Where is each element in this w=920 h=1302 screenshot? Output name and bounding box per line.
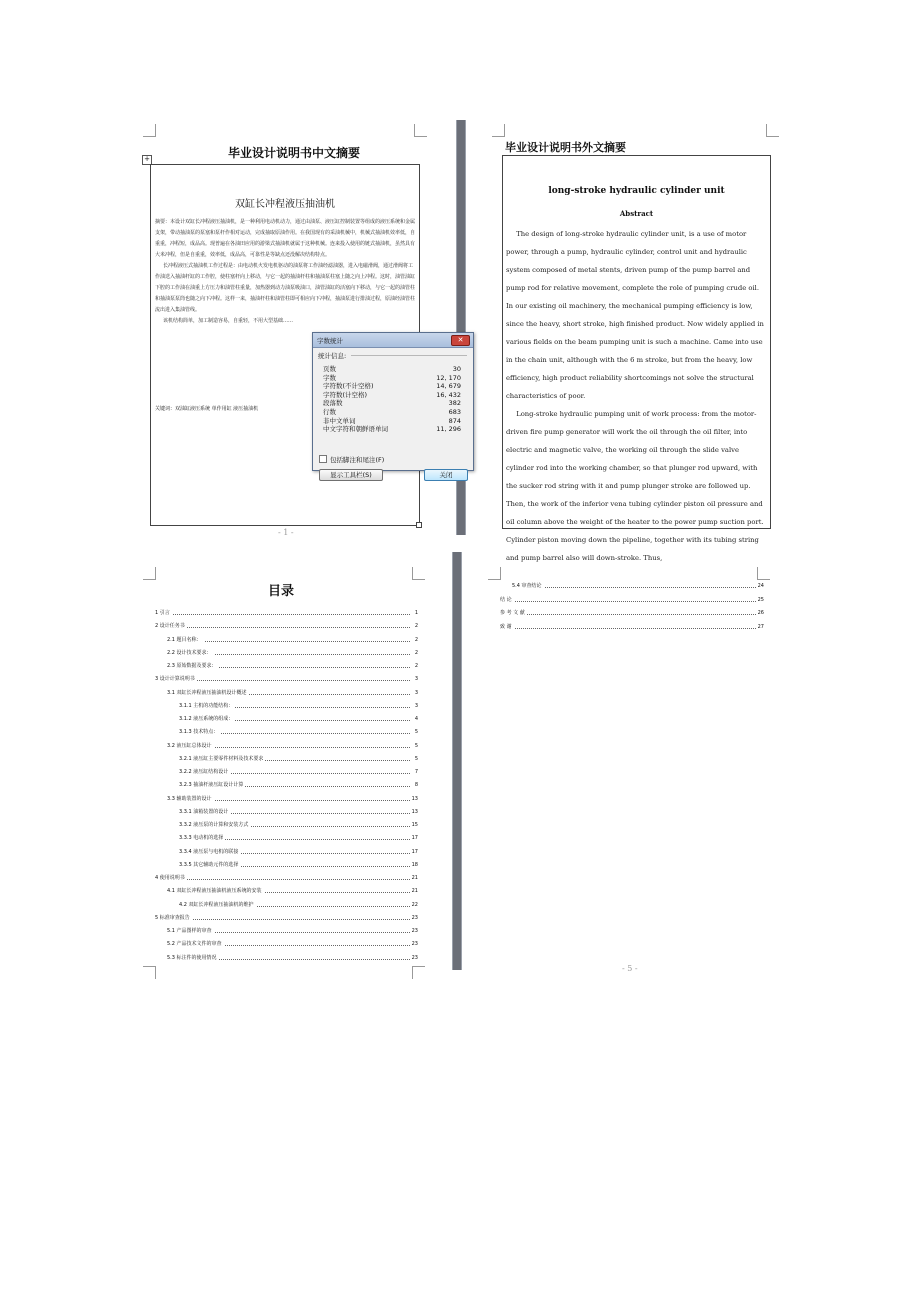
toc-entry-label: 5.4 审查结论 [512,580,544,594]
paragraph: The design of long-stroke hydraulic cylinder unit, is a use of motor power, through a pump, hydraulic cylinder, control unit and hydraulic system composed of metal stents, driven pump of the pump barrel and pump rod for relative movement, complete the role of pumping crude oil. In our existing oil machinery, the mechanical pumping efficiency is low, since the heavy, short stroke, high finished product. Now widely applied in various fields on the beam pumping unit is such a machine. Came into use in the chain unit, although with the 6 m stroke, but from the heavy, low efficiency, high product reliability shortcomings not solve the structural characteristics of poor. [506,230,764,400]
paragraph: 摘要：本设计双缸长冲程液压抽油机，是一种利用电动机动力，通过由油泵、液压缸控制装置等组成的液压系统和金属支架，带动抽油泵的泵塞和泵杆作相对运动，完成抽取原油作用。在我国现有的采油机械中，机械式抽油机效率低，自重重，冲程短，成品高。现普遍在各油田应用的游梁式抽油机就属于这种机械。连来投入使用的链式抽油机，虽然具有大米冲程，但是自重重，效率低，成品高，可靠性是等缺点还没解决结构特点。 [155,219,416,258]
toc-entry-page: 15 [410,819,418,832]
toc-entry[interactable] [155,766,422,779]
dialog-titlebar[interactable] [313,333,473,348]
toc-entry-page: 22 [410,899,418,912]
toc-entry[interactable] [155,713,422,726]
toc-entry-page: 2 [413,660,418,673]
stat-value: 382 [448,399,461,408]
toc-entry-label: 3.2.2 液压缸结构设计 [179,766,230,779]
toc-entry[interactable] [155,925,422,938]
toc-leader-dots [500,601,756,602]
toc-entry-page: 3 [413,700,418,713]
toc-entry[interactable] [155,859,422,872]
toc-entry[interactable] [155,793,422,806]
page-number: - 1 - [278,528,294,537]
show-toolbar-button[interactable]: 显示工具栏(S) [319,469,383,481]
crop-mark [492,124,505,137]
toc-entry-page: 5 [413,726,418,739]
toc-entry[interactable] [155,832,422,845]
toc-entry-label: 3.2 液压缸总体设计 [167,740,214,753]
toc-entry-page: 5 [413,753,418,766]
toc-entry[interactable] [155,952,422,965]
toc-entry-label: 3.3.5 其它辅助元件的选择 [179,859,240,872]
stat-value: 14, 679 [436,382,461,391]
table-move-handle-icon[interactable]: + [142,155,152,165]
toc-entry[interactable] [155,660,422,673]
toc-leader-dots [155,627,410,628]
crop-mark [143,124,156,137]
stat-label: 中文字符和朝鲜语单词 [323,425,388,434]
toc-entry-label: 5 标准审查报告 [155,912,192,925]
close-button[interactable]: 关闭 [424,469,468,481]
toc-entry-page: 25 [756,594,764,608]
toc-entry-page: 23 [410,938,418,951]
toc-leader-dots [155,614,410,615]
toc-heading: 目录 [268,584,295,599]
crop-mark [412,966,425,979]
toc-entry[interactable] [155,673,422,686]
toc-entry[interactable] [500,621,768,635]
toc-entry-label: 4.2 双缸长冲程液压抽油机的维护 [179,899,256,912]
stat-value: 874 [448,416,461,425]
stat-value: 16, 432 [436,390,461,399]
stat-label: 行数 [323,408,336,416]
toc-entry-page: 2 [413,647,418,660]
toc-entry-page: 3 [413,673,418,686]
checkbox-label: 包括脚注和尾注(F) [330,456,385,464]
crop-mark [414,124,427,137]
table-of-contents-continued [500,580,768,634]
toc-entry-label: 3.2.1 液压缸主要零件材料及技术要求 [179,753,265,766]
toc-entry-label: 2.1 题目名称： [167,634,204,647]
toc-entry-page: 17 [410,832,418,845]
toc-entry[interactable] [155,753,422,766]
toc-entry-page: 7 [413,766,418,779]
close-icon[interactable]: ✕ [451,335,470,346]
table-of-contents [155,607,422,965]
toc-entry-page: 27 [756,621,764,635]
toc-entry-page: 23 [410,912,418,925]
crop-mark [757,567,770,580]
page-heading: 毕业设计说明书中文摘要 [228,146,361,160]
toc-entry-label: 致 谢 [500,621,514,635]
toc-entry-label: 3.1.2 液压系统的组成： [179,713,235,726]
toc-entry-page: 13 [410,793,418,806]
toc-entry-page: 21 [410,885,418,898]
toc-leader-dots [500,614,756,615]
paragraph: Long-stroke hydraulic pumping unit of work process: from the motor-driven fire pump generator will work the oil through the oil filter, into electric and magnetic valve, the working oil through the slide valve cylinder rod into the working chamber, so that plunger rod upward, with the sucker rod string with it and pump plunger stroke are followed up. Then, the work of the inferior vena tubing cylinder piston oil pressure and oil column above the weight of the heater to the power pump suction port. Cylinder piston moving down the pipeline, together with its tubing string and pump barrel also will down-stroke. Thus, [506,410,764,562]
toc-entry-page: 23 [410,952,418,965]
toc-entry[interactable] [155,647,422,660]
crop-mark [412,567,425,580]
toc-entry-page: 21 [410,872,418,885]
toc-entry[interactable] [155,819,422,832]
stats-section-label: 统计信息: [318,352,347,360]
toc-leader-dots [155,879,410,880]
toc-entry-label: 2 设计任务书 [155,620,187,633]
toc-leader-dots [512,587,756,588]
toc-entry-label: 2.2 设计技术要求： [167,647,214,660]
stat-value: 30 [452,365,461,373]
toc-entry-label: 1 引言 [155,607,172,620]
word-count-dialog[interactable] [312,332,474,479]
paragraph: 长冲程液压式抽油机工作过程是：由电动机火发电机驱动的油泵将工作油经滤油器，进入电磁滑阀，通过滑阀将工作油送入抽油杆缸的工作腔，使柱塞杆向上移动，与它一起的抽油杆柱和抽油泵柱塞上随之向上冲程。这时，油管油缸下腔的工作油在油重上方压力和油管柱重量，加热器到动力油泵吸油口，油管油缸的活塞向下移动，与它一起的油管柱和抽油泵泵筒也随之向下冲程。这样一来，抽油杆柱和油管柱即可相应向下冲程，抽油泵进行排油过程，原油经油管柱流出进入集油管线。 [155,263,416,313]
toc-entry[interactable] [155,700,422,713]
toc-entry-page: 17 [410,846,418,859]
page-number: - 5 - [622,964,638,973]
toc-entry-label: 3.2.3 抽油杆液压缸设计计算 [179,779,245,792]
toc-entry[interactable] [500,607,768,621]
stat-label: 非中文单词 [323,416,356,425]
toc-entry[interactable] [155,872,422,885]
toc-entry-label: 5.2 产品技术文件的审查 [167,938,224,951]
toc-entry[interactable] [155,938,422,951]
stat-value: 683 [448,408,461,416]
toc-entry-label: 3.1 双缸长冲程液压抽油机设计概述 [167,687,249,700]
toc-entry-page: 24 [756,580,764,594]
stat-row [323,425,461,434]
stat-label: 段落数 [323,399,343,408]
page-gap-divider [452,552,462,970]
checkbox-icon[interactable] [319,455,327,463]
abstract-box-english [502,155,771,562]
stat-label: 字符数(不计空格) [323,382,374,391]
thesis-title: 双缸长冲程液压抽油机 [235,199,335,210]
toc-entry-label: 5.3 标注件的使用情况 [167,952,219,965]
toc-entry[interactable] [155,687,422,700]
toc-entry-label: 结 论 [500,594,514,608]
toc-entry[interactable] [155,726,422,739]
toc-entry-label: 3.1.1 主机的功能结构： [179,700,235,713]
toc-entry[interactable] [500,594,768,608]
toc-entry-page: 5 [413,740,418,753]
stat-value: 11, 296 [436,425,461,434]
stat-value: 12, 170 [436,373,461,382]
toc-entry-page: 3 [413,687,418,700]
toc-entry-page: 23 [410,925,418,938]
toc-entry-label: 4 使用说明书 [155,872,187,885]
toc-leader-dots [500,628,756,629]
toc-entry-label: 5.1 产品图样的审查 [167,925,214,938]
toc-entry-page: 2 [413,620,418,633]
toc-entry[interactable] [155,806,422,819]
toc-entry[interactable] [155,607,422,620]
paragraph: 该机结构简单，加工制造容易，自重轻，不用大型基础…… [163,318,294,324]
toc-entry[interactable] [155,620,422,633]
abstract-body [506,225,767,567]
toc-entry[interactable] [155,634,422,647]
keywords: 关键词：双油缸液压系统 单作用缸 液压抽油机 [155,406,259,412]
toc-entry-page: 18 [410,859,418,872]
toc-entry[interactable] [155,779,422,792]
toc-entry-page: 8 [413,779,418,792]
toc-entry[interactable] [155,885,422,898]
toc-entry[interactable] [155,846,422,859]
toc-entry-page: 4 [413,713,418,726]
toc-entry-label: 3.3.4 液压泵与电机的联接 [179,846,240,859]
toc-entry-label: 3.1.3 技术特点： [179,726,220,739]
toc-entry[interactable] [155,899,422,912]
resize-handle[interactable] [416,522,422,528]
toc-entry-label: 3.3 辅助装置的设计 [167,793,214,806]
dialog-title: 字数统计 [317,337,343,345]
toc-entry[interactable] [500,580,768,594]
toc-entry-page: 13 [410,806,418,819]
page-heading: 毕业设计说明书外文摘要 [505,141,626,154]
toc-entry-page: 26 [756,607,764,621]
toc-entry-label: 3.3.1 油箱装置的设计 [179,806,230,819]
toc-entry-page: 2 [413,634,418,647]
toc-entry-label: 4.1 双缸长冲程液压抽油机液压系统的安装 [167,885,264,898]
crop-mark [488,567,501,580]
toc-entry[interactable] [155,740,422,753]
toc-entry-page: 1 [413,607,418,620]
crop-mark [143,966,156,979]
toc-entry-label: 3.3.2 液压泵的计算和安装方式 [179,819,250,832]
crop-mark [143,567,156,580]
toc-leader-dots [155,919,410,920]
divider [351,355,467,356]
toc-entry-label: 参 考 文 献 [500,607,527,621]
crop-mark [766,124,779,137]
toc-entry-label: 3 设计计算说明书 [155,673,197,686]
abstract-body [155,217,415,327]
include-footnotes-checkbox[interactable] [319,455,384,464]
thesis-title: long-stroke hydraulic cylinder unit [548,186,725,196]
toc-entry-label: 2.3 原始数据及要求： [167,660,219,673]
stat-label: 字符数(计空格) [323,390,368,399]
toc-entry[interactable] [155,912,422,925]
abstract-label: Abstract [619,209,654,218]
stat-label: 字数 [323,373,336,382]
toc-entry-label: 3.3.3 电动机的选择 [179,832,225,845]
stat-label: 页数 [323,365,336,373]
